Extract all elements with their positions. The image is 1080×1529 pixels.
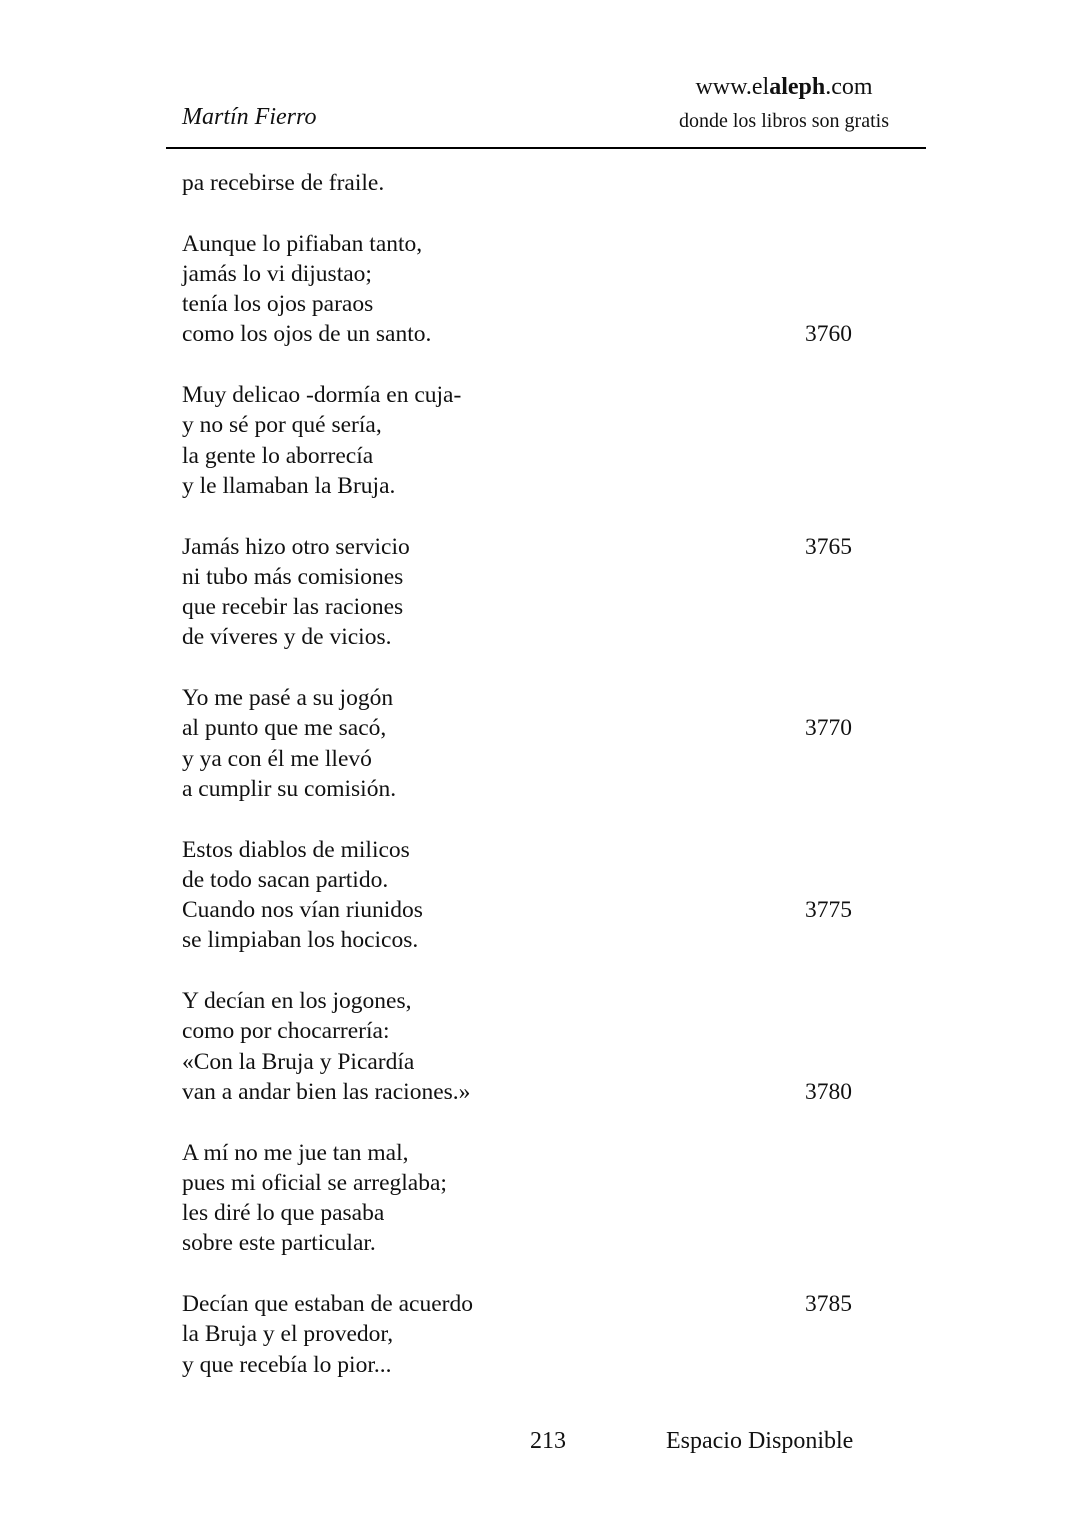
verse-text: y no sé por qué sería,: [182, 412, 382, 439]
verse-text: pues mi oficial se arreglaba;: [182, 1169, 447, 1196]
site-url-suffix: .com: [825, 74, 873, 100]
verse-text: pa recebirse de fraile.: [182, 170, 385, 196]
verse-line: [182, 1047, 882, 1077]
verse-text: al punto que me sacó,: [182, 715, 387, 742]
verse-line: [182, 1138, 882, 1168]
verse-line: [182, 895, 882, 925]
verse-text: que recebir las raciones: [182, 594, 404, 621]
verse-text: Yo me pasé a su jogón: [182, 685, 394, 712]
verse-text: y ya con él me llevó: [182, 745, 372, 772]
verse-line: [182, 986, 882, 1016]
verse-text: se limpiaban los hocicos.: [182, 927, 419, 954]
verse-number: 3765: [805, 533, 852, 560]
site-tagline: donde los libros son gratis: [679, 110, 889, 132]
verse-text: como los ojos de un santo.: [182, 321, 432, 348]
verse-line: [182, 622, 882, 652]
verse-line: [182, 744, 882, 774]
verse-line: [182, 925, 882, 955]
stanza-break: [182, 956, 882, 986]
stanza: [182, 1138, 882, 1259]
poem-body: [182, 168, 882, 1380]
verse-line: [182, 1016, 882, 1046]
verse-text: y le llamaban la Bruja.: [182, 472, 396, 499]
verse-number: 3780: [805, 1078, 852, 1105]
verse-text: la gente lo aborrecía: [182, 442, 374, 469]
stanza-break: [182, 1107, 882, 1137]
verse-number: 3785: [805, 1290, 852, 1317]
verse-line: [182, 683, 882, 713]
verse-line: [182, 1228, 882, 1258]
verse-line: [182, 1319, 882, 1349]
verse-line: [182, 380, 882, 410]
book-title: Martín Fierro: [182, 104, 317, 130]
stanza: [182, 380, 882, 501]
stanza-break: [182, 1259, 882, 1289]
verse-text: jamás lo vi dijustao;: [182, 260, 372, 287]
verse-line: [182, 1077, 882, 1107]
verse-text: «Con la Bruja y Picardía: [182, 1048, 415, 1075]
site-url-bold: aleph: [769, 74, 826, 100]
verse-text: la Bruja y el provedor,: [182, 1321, 394, 1348]
header-divider: [166, 147, 926, 149]
verse-text: A mí no me jue tan mal,: [182, 1139, 409, 1166]
stanza-break: [182, 198, 882, 228]
stanza-break: [182, 653, 882, 683]
verse-text: y que recebía lo pior...: [182, 1351, 392, 1378]
verse-text: a cumplir su comisión.: [182, 775, 397, 802]
stanza-break: [182, 501, 882, 531]
verse-line: [182, 562, 882, 592]
verse-line: [182, 471, 882, 501]
verse-text: ni tubo más comisiones: [182, 563, 404, 590]
verse-line: [182, 289, 882, 319]
verse-text: Estos diablos de milicos: [182, 836, 410, 863]
verse-text: sobre este particular.: [182, 1230, 376, 1257]
verse-text: van a andar bien las raciones.»: [182, 1078, 471, 1105]
verse-line: [182, 592, 882, 622]
verse-line: [182, 532, 882, 562]
verse-line: [182, 713, 882, 743]
verse-text: Cuando nos vían riunidos: [182, 897, 423, 924]
verse-line: [182, 1198, 882, 1228]
site-url-prefix: www.el: [695, 74, 770, 100]
page-number: 213: [530, 1428, 566, 1454]
verse-line: [182, 865, 882, 895]
verse-text: Aunque lo pifiaban tanto,: [182, 230, 423, 257]
verse-text: como por chocarrería:: [182, 1018, 390, 1045]
verse-line: [182, 774, 882, 804]
verse-text: Jamás hizo otro servicio: [182, 533, 410, 560]
verse-line: [182, 259, 882, 289]
verse-number: 3775: [805, 897, 852, 924]
stanza: [182, 532, 882, 653]
stanza: [182, 683, 882, 804]
verse-line: [182, 1289, 882, 1319]
stanza: [182, 1289, 882, 1380]
verse-number: 3760: [805, 321, 852, 348]
site-url[interactable]: [660, 74, 908, 101]
verse-line: [182, 410, 882, 440]
verse-text: Y decían en los jogones,: [182, 988, 412, 1015]
verse-line: [182, 441, 882, 471]
verse-line: [182, 168, 882, 198]
verse-text: Decían que estaban de acuerdo: [182, 1290, 473, 1317]
stanza: [182, 229, 882, 350]
verse-text: Muy delicao -dormía en cuja-: [182, 382, 462, 409]
verse-line: [182, 319, 882, 349]
footer-label: Espacio Disponible: [666, 1428, 854, 1454]
verse-text: de todo sacan partido.: [182, 866, 389, 893]
verse-text: tenía los ojos paraos: [182, 291, 374, 318]
verse-line: [182, 835, 882, 865]
stanza: [182, 835, 882, 956]
verse-text: de víveres y de vicios.: [182, 624, 392, 651]
stanza: [182, 986, 882, 1107]
verse-line: [182, 1168, 882, 1198]
verse-line: [182, 1350, 882, 1380]
stanza-break: [182, 350, 882, 380]
verse-line: [182, 229, 882, 259]
verse-text: les diré lo que pasaba: [182, 1200, 385, 1227]
stanza-break: [182, 804, 882, 834]
verse-number: 3770: [805, 715, 852, 742]
